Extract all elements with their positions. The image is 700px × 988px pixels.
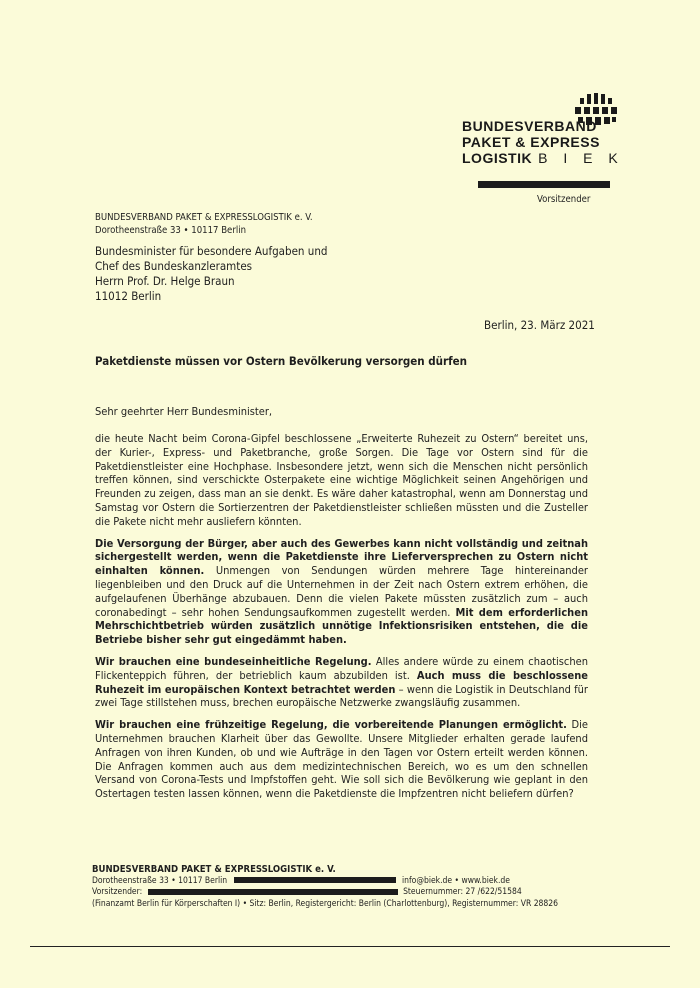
footer-address: Dorotheenstraße 33 • 10117 Berlin: [92, 875, 228, 886]
footer-contact: info@biek.de • www.biek.de: [401, 875, 510, 886]
salutation: Sehr geehrter Herr Bundesminister,: [95, 405, 273, 418]
recipient-line: 11012 Berlin: [95, 289, 162, 303]
paragraph-2-text: Unmengen von Sendungen würden mehrere Tage hintereinander liegenbleiben und den Druck auf die Unternehmen in der Zeit nach Ostern extrem erhöhen, die aufgelaufenen Überhänge abzubauen. Denn die vielen Pakete müssten zusätzlich zum – auch coronabedingt – sehr hohen Sendungsaufkommen zugestellt werden.: [95, 564, 588, 619]
logo-line-2: PAKET & EXPRESS: [462, 134, 600, 150]
sender-line-2: Dorotheenstraße 33 • 10117 Berlin: [95, 225, 246, 236]
sender-line-1: BUNDESVERBAND PAKET & EXPRESSLOGISTIK e. V.: [95, 212, 313, 223]
footer-line-2: [92, 876, 562, 888]
paragraph-2-emphasis-2: Mit dem erforderlichen Mehrschichtbetrieb würden zusätzlich unnötige Infektionsrisiken entstehen, die die Betriebe bisher sehr gut eingedämmt haben.: [95, 605, 588, 647]
redacted-board-names: [148, 889, 398, 895]
recipient-line: Bundesminister für besondere Aufgaben und: [95, 244, 328, 258]
footer-registry: (Finanzamt Berlin für Körperschaften I) • Sitz: Berlin, Registergericht: Berlin (Charlottenburg), Registernummer: VR 28826: [92, 898, 559, 909]
paragraph-3-emphasis: Wir brauchen eine bundeseinheitliche Regelung.: [95, 654, 372, 668]
subject-line: Paketdienste müssen vor Ostern Bevölkerung versorgen dürfen: [95, 354, 467, 368]
paragraph-1: die heute Nacht beim Corona-Gipfel beschlossene „Erweiterte Ruhezeit zu Ostern“ bereitet uns, der Kurier-, Express- und Paketbranche, große Sorgen. Die Tage vor Ostern sind für die Paketdienstleister eine Hochphase. Insbesondere jetzt, wenn sich die Menschen nicht persönlich treffen können, sind verschickte Osterpakete eine wichtige Möglichkeit seinen Angehörigen und Freunden zu zeigen, dass man an sie denkt. Es wäre daher katastrophal, wenn am Donnerstag und Samstag vor Ostern die Sortierzentren der Paketdienstleister schließen müssten und die Zusteller die Pakete nicht mehr ausliefern könnten.: [95, 432, 588, 528]
letter-date: Berlin, 23. März 2021: [484, 318, 595, 332]
logo-logistik: LOGISTIK: [462, 150, 533, 166]
redacted-phone: [234, 877, 396, 883]
recipient-address: [95, 244, 327, 304]
logo-biek: B I E K: [538, 150, 624, 166]
biek-logo: [462, 90, 632, 168]
paragraph-4-emphasis: Wir brauchen eine frühzeitige Regelung, die vorbereitende Planungen ermöglicht.: [95, 718, 567, 732]
bottom-divider: [30, 946, 670, 947]
paragraph-4: [95, 718, 588, 801]
logo-line-3: [462, 150, 624, 166]
sender-address: [95, 211, 313, 237]
recipient-line: Herrn Prof. Dr. Helge Braun: [95, 274, 235, 288]
paragraph-2-emphasis: Die Versorgung der Bürger, aber auch des Gewerbes kann nicht vollständig und zeitnah sichergestellt werden, wenn die Paketdienste ihre Lieferversprechen zu Ostern nicht einhalten können.: [95, 536, 588, 578]
logo-line-1: BUNDESVERBAND: [462, 118, 597, 134]
footer-board-label: Vorsitzender:: [92, 887, 143, 897]
paragraph-2: [95, 537, 588, 647]
recipient-line: Chef des Bundeskanzleramtes: [95, 259, 253, 273]
redacted-signature-name: [478, 181, 610, 188]
footer-tax-number: Steuernummer: 27 /622/51584: [403, 887, 522, 897]
paragraph-3-emphasis-2: Auch muss die beschlossene Ruhezeit im europäischen Kontext betrachtet werden: [95, 668, 589, 696]
letter-body: [95, 432, 588, 801]
letter-footer: [92, 864, 562, 910]
paragraph-4-text: Die Unternehmen brauchen Klarheit über das Gewollte. Unsere Mitglieder erhalten gerade laufend Anfragen von ihren Kunden, ob und wie Aufträge in den Tagen vor Ostern erteilt werden können. Die Anfragen kommen auch aus dem medizintechnischen Bereich, wo es um den schnellen Versand von Corona-Tests und Impfstoffen geht. Wie soll sich die Bevölkerung wie geplant in den Ostertagen testen lassen können, wenn die Paketdienste die Impfzentren nicht beliefern dürfen?: [95, 718, 588, 801]
footer-title: BUNDESVERBAND PAKET & EXPRESSLOGISTIK e. V.: [92, 864, 336, 875]
footer-line-3: [92, 887, 562, 899]
paragraph-3-text: Alles andere würde zu einem chaotischen Flickenteppich führen, der betrieblich kaum abzubilden ist.: [95, 654, 588, 682]
signature-role: Vorsitzender: [537, 194, 591, 205]
paragraph-3-text-2: – wenn die Logistik in Deutschland für zwei Tage stillstehen muss, brechen europäische Netzwerke zwangsläufig zusammen.: [95, 682, 588, 710]
paragraph-3: [95, 655, 588, 710]
